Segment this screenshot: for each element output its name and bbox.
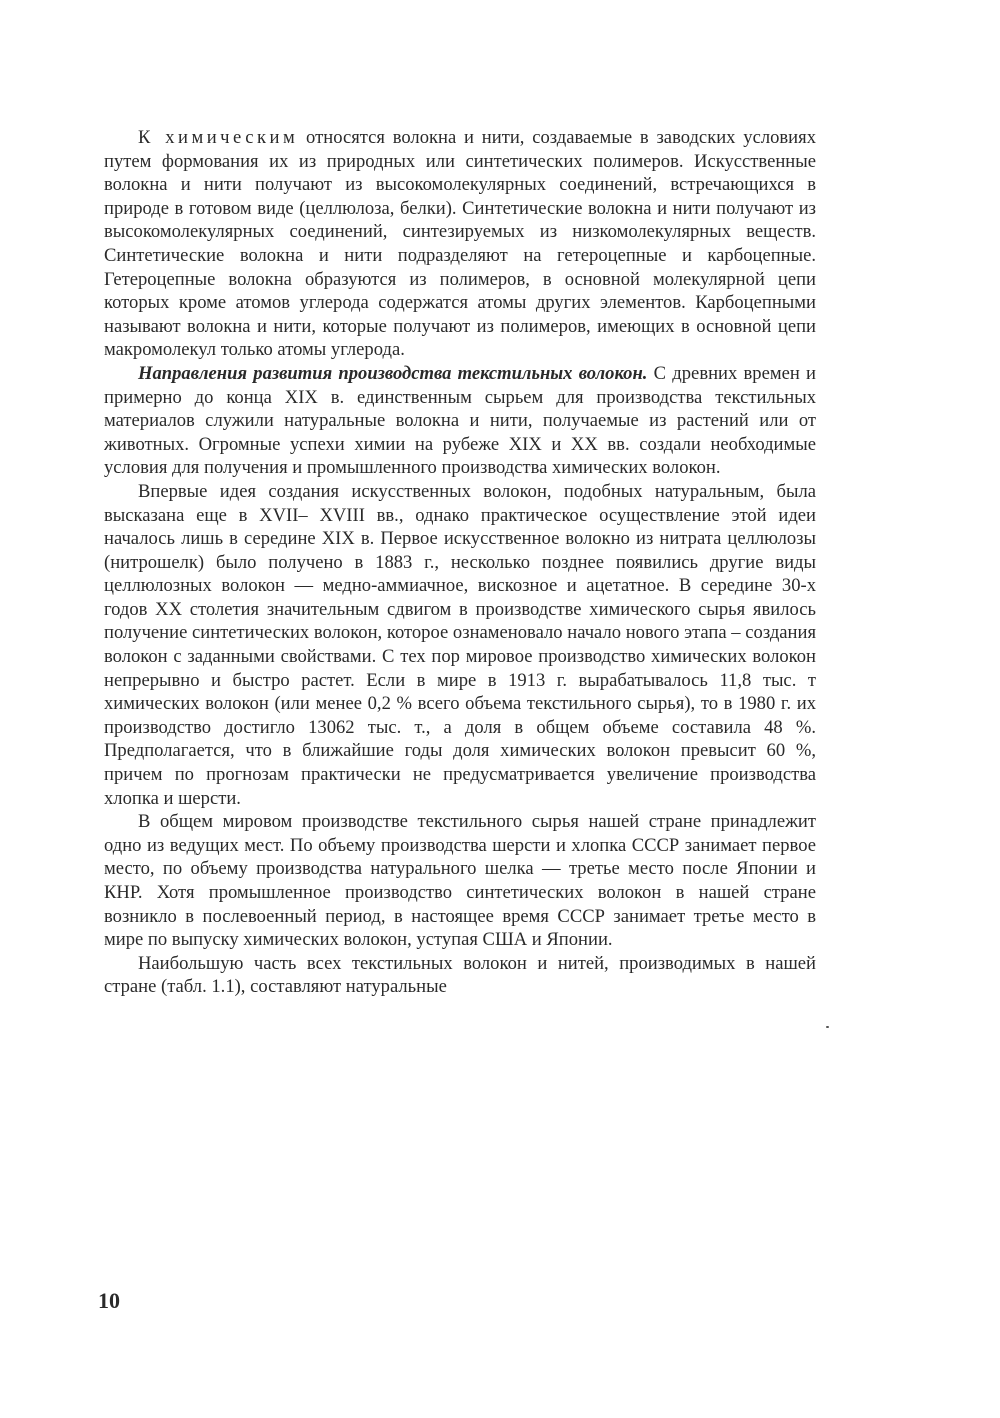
spaced-term: К химическим — [138, 127, 299, 148]
paragraph-history: Впервые идея создания искусственных волокон, подобных натуральным, была высказана еще в XVII– XVIII вв., однако практическое осуществление этой идеи началось лишь в середине XIX в. Первое искусственное волокно из нитрата целлюлозы (нитрошелк) было получено в 1883 г., несколько позднее появились другие виды целлюлозных волокон — медно-аммиачное, вискозное и ацетатное. В середине 30-х годов XX столетия значительным сдвигом в производстве химического сырья явилось получение синтетических волокон, которое ознаменовало начало нового этапа – создания волокон с заданными свойствами. С тех пор мировое производство химических волокон непрерывно и быстро растет. Если в мире в 1913 г. вырабатывалось 11,8 тыс. т химических волокон (или менее 0,2 % всего объема текстильного сырья), то в 1980 г. их производство достигло 13062 тыс. т., а доля в общем объеме составила 48 %. Предполагается, что в ближайшие годы доля химических волокон превысит 60 %, причем по прогнозам практически не предусматривается увеличение производства хлопка и шерсти. — [104, 480, 816, 809]
print-speck — [826, 1026, 829, 1028]
paragraph-text: С древних времен и примерно до конца XIX в. единственным сырьем для производства текстильных материалов служили натуральные волокна и нити, получаемые из растений или от животных. Огромные успехи химии на рубеже XIX и XX вв. создали необходимые условия для получения и промышленного производства химических волокон. — [104, 362, 817, 479]
paragraph-ussr: В общем мировом производстве текстильного сырья нашей стране принадлежит одно из ведущих мест. По объему производства шерсти и хлопка СССР занимает первое место, по объему производства натурального шелка — третье место после Японии и КНР. Хотя промышленное производство синтетических волокон в нашей стране возникло в послевоенный период, в настоящее время СССР занимает третье место в мире по выпуску химических волокон, уступая США и Японии. — [104, 811, 816, 951]
section-heading: Направления развития производства текстильных волокон. — [138, 362, 648, 384]
paragraph-development — [104, 362, 816, 480]
body-text — [104, 126, 816, 999]
page-number: 10 — [98, 1288, 120, 1313]
paragraph-chemical-fibers — [104, 126, 816, 362]
paragraph-natural: Наибольшую часть всех текстильных волокон и нитей, производимых в нашей стране (табл. 1.1), составляют натуральные — [104, 952, 816, 998]
paragraph-text: относятся волокна и нити, создаваемые в заводских условиях путем формования их из природных или синтетических полимеров. Искусственные волокна и нити получают из высокомолекулярных соединений, встречающихся в природе в готовом виде (целлюлоза, белки). Синтетические волокна и нити получают из высокомолекулярных соединений, синтезируемых из низкомолекулярных веществ. Синтетические волокна и нити подразделяют на гетероцепные и карбоцепные. Гетероцепные волокна образуются из полимеров, в основной молекулярной цепи которых кроме атомов углерода содержатся атомы других элементов. Карбоцепными называют волокна и нити, которые получают из полимеров, имеющих в основной цепи макромолекул только атомы углерода. — [104, 127, 816, 361]
